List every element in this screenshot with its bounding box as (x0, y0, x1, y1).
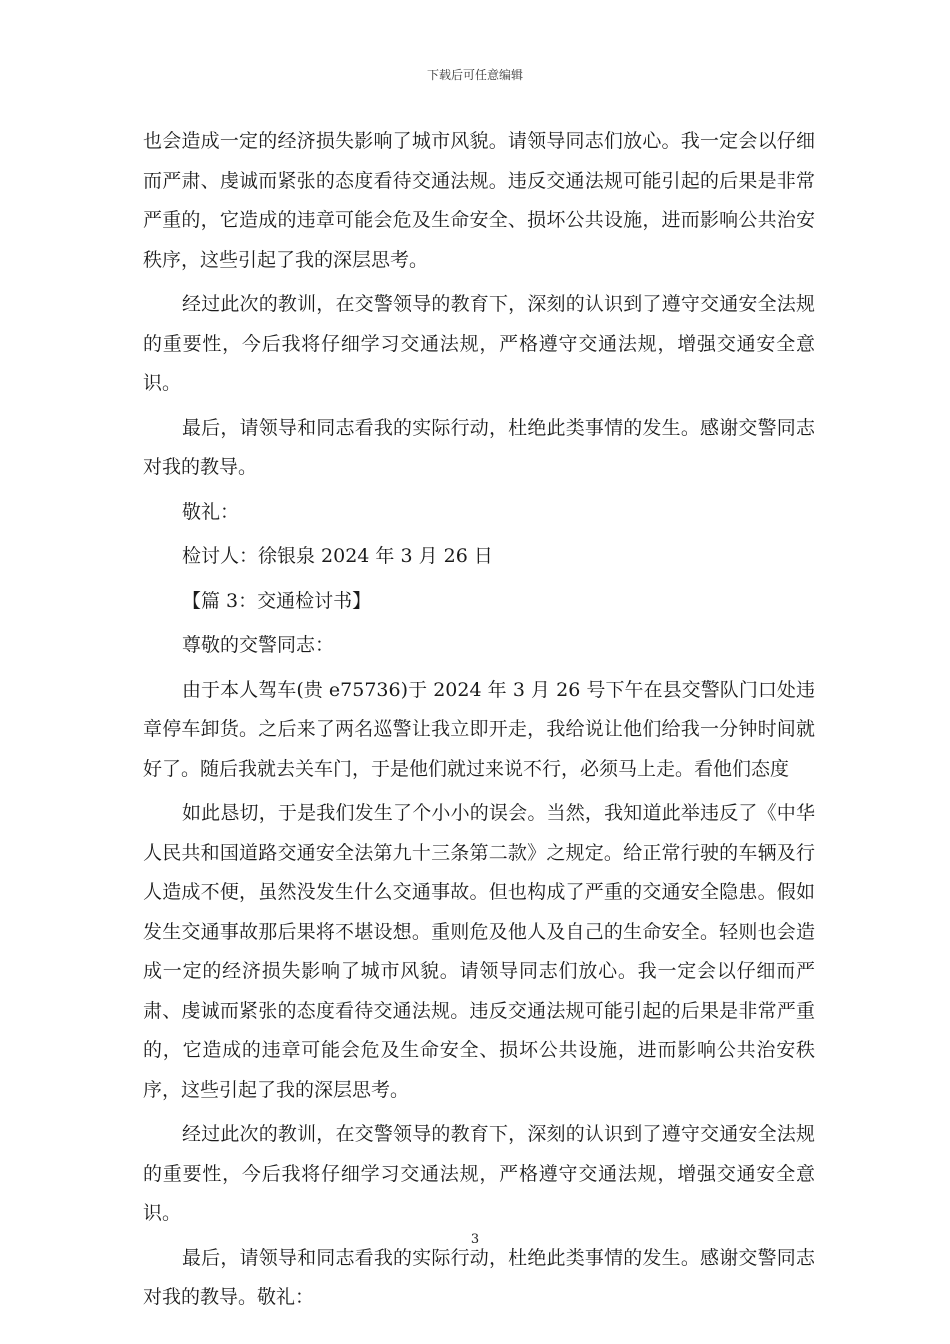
paragraph-10: 经过此次的教训，在交警领导的教育下，深刻的认识到了遵守交通安全法规的重要性，今后我将仔细学习交通法规，严格遵守交通法规，增强交通安全意识。 (143, 1123, 815, 1224)
paragraph-8: 由于本人驾车(贵 e75736)于 2024 年 3 月 26 号下午在县交警队门口处违章停车卸货。之后来了两名巡警让我立即开走，我给说让他们给我一分钟时间就好了。随后我就去关车门，于是他们就过来说不行，必须马上走。看他们态度 (143, 678, 815, 780)
paragraph-1: 也会造成一定的经济损失影响了城市风貌。请领导同志们放心。我一定会以仔细而严肃、虔诚而紧张的态度看待交通法规。违反交通法规可能引起的后果是非常严重的，它造成的违章可能会危及生命安全、损坏公共设施，进而影响公共治安秩序，这些引起了我的深层思考。 (143, 130, 815, 271)
salutation-closing: 敬礼： (182, 500, 240, 523)
section-heading: 【篇 3：交通检讨书】 (182, 589, 372, 612)
signature-line: 检讨人：徐银泉 2024 年 3 月 26 日 (182, 545, 493, 567)
paragraph-9: 如此恳切，于是我们发生了个小小的误会。当然，我知道此举违反了《中华人民共和国道路交通安全法第九十三条第二款》之规定。给正常行驶的车辆及行人造成不便，虽然没发生什么交通事故。但也构成了严重的交通安全隐患。假如发生交通事故那后果将不堪设想。重则危及他人及自己的生命安全。轻则也会造成一定的经济损失影响了城市风貌。请领导同志们放心。我一定会以仔细而严肃、虔诚而紧张的态度看待交通法规。违反交通法规可能引起的后果是非常严重的，它造成的违章可能会危及生命安全、损坏公共设施，进而影响公共治安秩序，这些引起了我的深层思考。 (143, 802, 815, 1101)
paragraph-11: 最后，请领导和同志看我的实际行动，杜绝此类事情的发生。感谢交警同志对我的教导。敬礼： (143, 1246, 815, 1308)
page-number: 3 (470, 1232, 480, 1247)
page-header: 下载后可任意编辑 (426, 68, 523, 82)
paragraph-3: 最后，请领导和同志看我的实际行动，杜绝此类事情的发生。感谢交警同志对我的教导。 (143, 416, 815, 478)
paragraph-2: 经过此次的教训，在交警领导的教育下，深刻的认识到了遵守交通安全法规的重要性，今后我将仔细学习交通法规，严格遵守交通法规，增强交通安全意识。 (143, 293, 815, 394)
greeting: 尊敬的交警同志： (182, 634, 335, 656)
document-body (143, 122, 815, 1323)
